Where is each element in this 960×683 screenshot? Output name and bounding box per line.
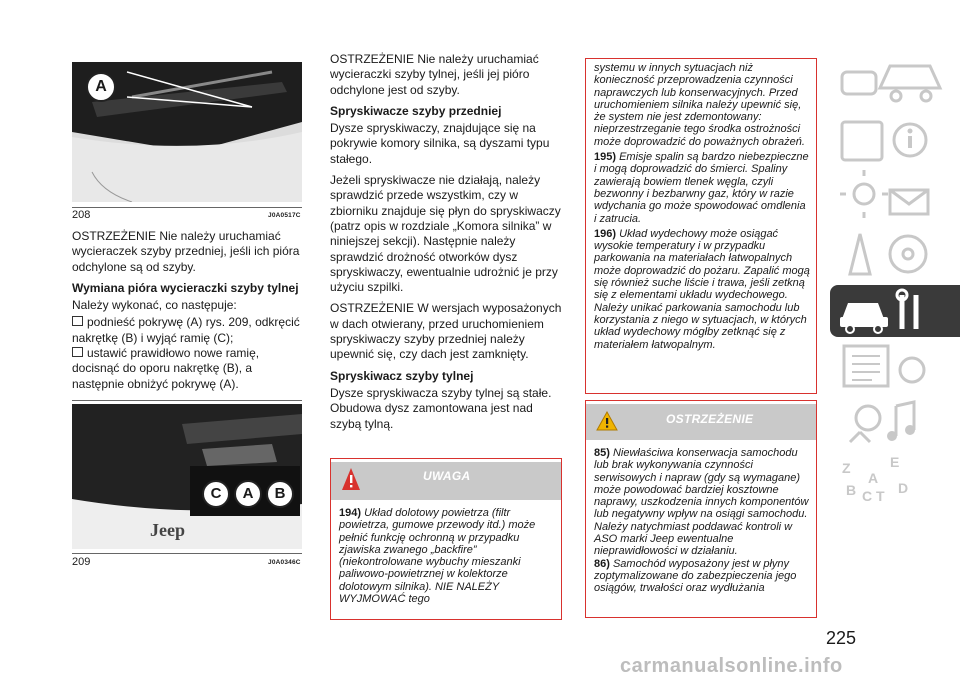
- ostrzezenie-box: [585, 400, 817, 618]
- figure-208-rule: [72, 207, 302, 208]
- uwaga-title: UWAGA: [423, 469, 471, 483]
- rear-washer-paragraph: Dysze spryskiwacza szyby tylnej są stałe. Obudowa dysz zamontowana jest nad szybą tylną.: [330, 385, 552, 431]
- side-tab-maintenance[interactable]: [830, 285, 960, 337]
- index-letter: D: [898, 480, 909, 496]
- maintenance-icon: [830, 285, 960, 337]
- index-letter: Z: [842, 460, 851, 476]
- note-194-continued: systemu w innych sytuacjach niż konieczność przeprowadzenia czynności naprawczych lub konserwacyjnych. Przed uruchomieniem silnika należy upewnić się, że system nie jest zdemontowany: nieprzestrzeganie tego środka ostrożności może doprowadzić do poważnych obrażeń.: [594, 62, 805, 148]
- note-86-text: Samochód wyposażony jest w płyny zoptymalizowane do zabezpieczenia jego osiągów, trwałości oraz wydłużania: [594, 557, 797, 595]
- index-letter: T: [876, 488, 885, 504]
- front-washer-heading: Spryskiwacze szyby przedniej: [330, 103, 502, 118]
- note-194-number: 194): [339, 507, 362, 519]
- figure-208-number: 208: [72, 209, 91, 221]
- index-letter: B: [846, 482, 857, 498]
- continued-notes-body: [594, 62, 810, 351]
- note-85: [594, 447, 810, 558]
- warning-exclamation-icon: [341, 467, 361, 491]
- note-195: [594, 151, 810, 225]
- checkbox-bullet-icon: [72, 347, 83, 357]
- index-letter: A: [868, 470, 879, 486]
- callout-c: C: [202, 480, 230, 508]
- note-86-number: 86): [594, 557, 610, 570]
- step-1: [72, 315, 304, 346]
- rear-washer-heading: Spryskiwacz szyby tylnej: [330, 368, 474, 383]
- note-85-number: 85): [594, 447, 610, 459]
- left-column-text: [72, 229, 304, 392]
- callout-a: A: [234, 480, 262, 508]
- note-195-text: Emisje spalin są bardzo niebezpieczne i mogą doprowadzić do śmierci. Spaliny zawierają bowiem tlenek węgla, czyli bezwonny i bezbarwny gaz, który w razie wdychania go może spowodować omdlenia i zatrucia.: [594, 151, 809, 225]
- uwaga-body: [339, 507, 553, 605]
- warning-lights-icon[interactable]: [830, 170, 960, 222]
- safety-icon[interactable]: [830, 228, 960, 280]
- page-number: 225: [826, 628, 857, 648]
- figure-208-code: J0A0517C: [268, 212, 301, 219]
- step-1-text: podnieść pokrywę (A) rys. 209, odkręcić nakrętkę (B) i wyjąć ramię (C);: [72, 315, 300, 345]
- front-washer-paragraph: Dysze spryskiwaczy, znajdujące się na pokrywie komory silnika, są dyszami typu stałego.: [330, 121, 550, 166]
- checkbox-bullet-icon: [72, 316, 83, 326]
- watermark: carmanualsonline.info: [620, 655, 843, 677]
- continued-notes-box: [585, 58, 817, 394]
- ostrzezenie-body: [594, 447, 810, 595]
- figure-209-code: J0A0346C: [268, 559, 301, 566]
- figure-209-top-rule: [72, 400, 302, 401]
- washer-troubleshoot-paragraph: Jeżeli spryskiwacze nie działają, należy sprawdzić przede wszystkim, czy w zbiorniku znajduje się płyn do spryskiwaczy (patrz opis w rozdziale „Komora silnika” w niniejszej sekcji). Następnie należy sprawdzić drożność otworków dysz spryskiwaczy, ewentualnie udrożnić je przy użyciu szpilki.: [330, 173, 561, 295]
- figure-209-number: 209: [72, 556, 91, 568]
- rear-wiper-intro: Należy wykonać, co następuje:: [72, 298, 237, 313]
- step-2-text: ustawić prawidłowo nowe ramię, docisnąć do oporu nakrętkę (B), a następnie obniżyć pokrywę (A).: [72, 346, 260, 391]
- callout-a: A: [86, 72, 116, 102]
- note-196-text: Układ wydechowy może osiągać wysokie temperatury i w przypadku parkowania na materiałach łatwopalnych może doprowadzić do pożaru. Zapalić mogą się również suche liście i trawa, jeśli zetkną się z elementami układu wydechowego. Należy unikać parkowania samochodu lub korzystania z niego w sytuacjach, w których układ wydechowy mógłby zetknąć się z materiałem łatwopalnym.: [594, 227, 810, 351]
- step-2: [72, 346, 304, 392]
- rear-wiper-heading: Wymiana pióra wycieraczki szyby tylnej: [72, 280, 299, 295]
- figure-209-image: [72, 404, 302, 549]
- wiper-rear-illustration: [72, 404, 302, 549]
- callout-b: B: [266, 480, 294, 508]
- index-letter: E: [890, 454, 900, 470]
- middle-column-text: [330, 52, 562, 438]
- rear-wiper-warning: OSTRZEŻENIE Nie należy uruchamiać wycieraczki szyby tylnej, jeśli jej pióro odchylone jest od szyby.: [330, 52, 539, 97]
- note-194-text: Układ dolotowy powietrza (filtr powietrza, gumowe przewody itd.) może pełnić funkcję ochronną w przypadku zjawiska zwanego „backfire” (niekontrolowane wybuchy mieszanki paliwowo-powietrznej w kolektorze dolotowym silnika). NIE NALEŻY WYJMOWAĆ tego: [339, 507, 536, 606]
- jeep-badge: Jeep: [150, 520, 185, 540]
- car-dashboard-icon[interactable]: [830, 58, 960, 110]
- index-icon[interactable]: [838, 452, 948, 504]
- index-letter: C: [862, 488, 873, 504]
- note-196: [594, 228, 810, 351]
- technical-data-icon[interactable]: [830, 340, 960, 392]
- ostrzezenie-title: OSTRZEŻENIE: [666, 412, 754, 426]
- figure-208-image: [72, 62, 302, 202]
- note-195-number: 195): [594, 151, 617, 164]
- note-85-text: Niewłaściwa konserwacja samochodu lub brak wykonywania czynności serwisowych i napraw (gdy są wymagane) może powodować bardziej kosztowne naprawy, uszkodzenia innych komponentów lub negatywny wpływ na osiągi samochodu. Należy natychmiast poddawać kontroli w ASO marki Jeep ewentualne nieprawidłowości w działaniu.: [594, 447, 809, 558]
- multimedia-icon[interactable]: [830, 396, 960, 448]
- note-86: [594, 558, 810, 595]
- note-196-number: 196): [594, 227, 617, 240]
- sunroof-warning-paragraph: OSTRZEŻENIE W wersjach wyposażonych w dach otwierany, przed uruchomieniem spryskiwaczy szyby przedniej należy upewnić się, czy dach jest zamknięty.: [330, 301, 562, 362]
- left-warning-paragraph: OSTRZEŻENIE Nie należy uruchamiać wycieraczek szyby przedniej, jeśli ich pióra odchylone są od szyby.: [72, 229, 300, 274]
- caution-triangle-icon: [596, 411, 618, 431]
- info-icon[interactable]: [830, 114, 960, 166]
- uwaga-box: [330, 458, 562, 620]
- figure-209-rule: [72, 553, 302, 554]
